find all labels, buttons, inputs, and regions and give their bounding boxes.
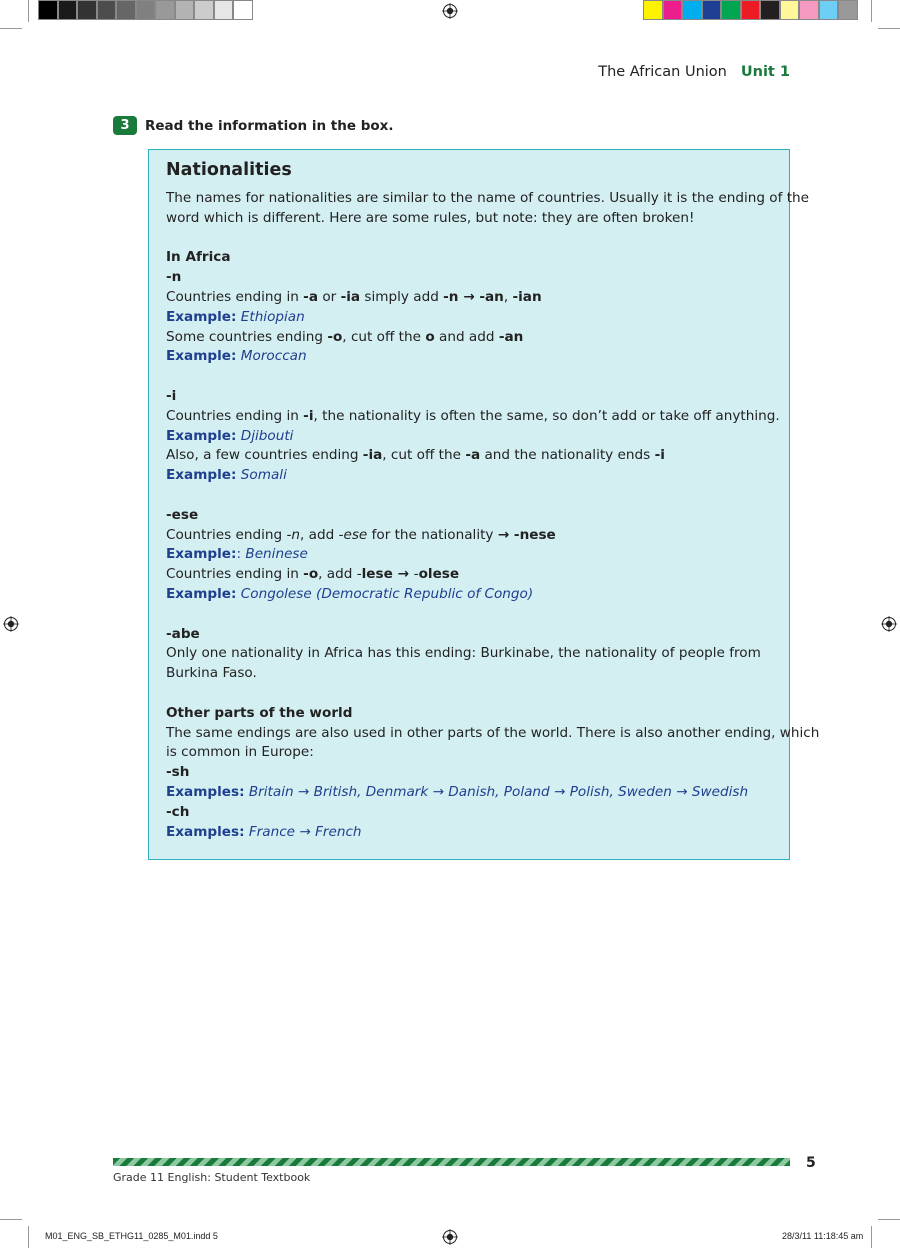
color-swatch bbox=[77, 0, 97, 20]
color-swatch bbox=[175, 0, 195, 20]
unit-label: Unit 1 bbox=[740, 64, 790, 80]
crop-mark bbox=[871, 1226, 872, 1248]
crop-mark bbox=[28, 1226, 29, 1248]
color-swatch bbox=[682, 0, 702, 20]
crop-mark bbox=[0, 28, 22, 29]
example-line: Examples: France → French bbox=[166, 823, 362, 840]
example-line: Example: Djibouti bbox=[166, 427, 294, 444]
color-swatch bbox=[838, 0, 858, 20]
rule-line: Countries ending in -i, the nationality is often the same, so don’t add or take off anything. bbox=[166, 407, 780, 424]
crop-mark bbox=[878, 28, 900, 29]
date-slug: 28/3/11 11:18:45 am bbox=[782, 1231, 864, 1241]
example-line: Examples: Britain → British, Denmark → Danish, Poland → Polish, Sweden → Swedish bbox=[166, 783, 749, 800]
book-title: Grade 11 English: Student Textbook bbox=[113, 1171, 311, 1184]
example-line: Example:: Beninese bbox=[166, 546, 308, 563]
rule-line: is common in Europe: bbox=[166, 744, 314, 761]
nationalities-info-box bbox=[148, 149, 820, 860]
file-slug: M01_ENG_SB_ETHG11_0285_M01.indd 5 bbox=[45, 1231, 218, 1241]
rule-heading-ch: -ch bbox=[166, 803, 190, 820]
footer-stripe bbox=[113, 1158, 790, 1166]
color-swatch bbox=[741, 0, 761, 20]
spacer bbox=[166, 486, 772, 506]
crop-mark bbox=[28, 0, 29, 22]
example-line: Example: Somali bbox=[166, 467, 287, 484]
rule-heading-sh: -sh bbox=[166, 764, 190, 781]
box-title: Nationalities bbox=[166, 160, 292, 180]
example-line: Example: Congolese (Democratic Republic of Congo) bbox=[166, 585, 534, 602]
grayscale-color-bar bbox=[38, 0, 253, 20]
rule-line: Countries ending in -a or -ia simply add -n → -an, -ian bbox=[166, 288, 542, 305]
color-swatch bbox=[819, 0, 839, 20]
chapter-title: The African Union bbox=[598, 64, 727, 80]
color-swatch bbox=[194, 0, 214, 20]
color-swatch bbox=[116, 0, 136, 20]
spacer bbox=[166, 229, 772, 249]
exercise-instruction bbox=[113, 116, 393, 135]
rule-line: The same endings are also used in other parts of the world. There is also another ending, which bbox=[166, 724, 820, 741]
rule-line: Burkina Faso. bbox=[166, 665, 257, 682]
rule-line: Countries ending -n, add -ese for the nationality → -nese bbox=[166, 526, 556, 543]
process-color-bar bbox=[643, 0, 858, 20]
color-swatch bbox=[702, 0, 722, 20]
instruction-text: Read the information in the box. bbox=[145, 117, 394, 134]
color-swatch bbox=[38, 0, 58, 20]
rule-heading-ese: -ese bbox=[166, 506, 199, 523]
color-swatch bbox=[136, 0, 156, 20]
rule-heading-n: -n bbox=[166, 269, 182, 286]
color-swatch bbox=[760, 0, 780, 20]
color-swatch bbox=[233, 0, 253, 20]
color-swatch bbox=[799, 0, 819, 20]
example-line: Example: Moroccan bbox=[166, 348, 307, 365]
example-line: Example: Ethiopian bbox=[166, 308, 305, 325]
color-swatch bbox=[214, 0, 234, 20]
registration-mark-icon bbox=[881, 616, 897, 632]
color-swatch bbox=[780, 0, 800, 20]
registration-mark-icon bbox=[442, 3, 458, 19]
spacer bbox=[166, 605, 772, 625]
intro-line: The names for nationalities are similar to the name of countries. Usually it is the ending of the bbox=[166, 190, 810, 206]
color-swatch bbox=[97, 0, 117, 20]
exercise-number-badge: 3 bbox=[113, 116, 137, 135]
section-heading-other: Other parts of the world bbox=[166, 704, 353, 721]
spacer bbox=[166, 684, 772, 704]
rule-line: Countries ending in -o, add -lese → -olese bbox=[166, 566, 460, 583]
registration-mark-icon bbox=[3, 616, 19, 632]
crop-mark bbox=[878, 1219, 900, 1220]
rule-line: Also, a few countries ending -ia, cut off the -a and the nationality ends -i bbox=[166, 447, 665, 464]
page-number: 5 bbox=[806, 1155, 816, 1171]
crop-mark bbox=[0, 1219, 22, 1220]
section-heading-in-africa: In Africa bbox=[166, 249, 231, 266]
intro-line: word which is different. Here are some rules, but note: they are often broken! bbox=[166, 209, 695, 226]
registration-mark-icon bbox=[442, 1229, 458, 1245]
color-swatch bbox=[58, 0, 78, 20]
rule-line: Some countries ending -o, cut off the o and add -an bbox=[166, 328, 524, 345]
color-swatch bbox=[721, 0, 741, 20]
crop-mark bbox=[871, 0, 872, 22]
color-swatch bbox=[663, 0, 683, 20]
spacer bbox=[166, 367, 772, 387]
rule-heading-abe: -abe bbox=[166, 625, 200, 642]
running-header bbox=[598, 64, 790, 80]
color-swatch bbox=[643, 0, 663, 20]
rule-heading-i: -i bbox=[166, 387, 177, 404]
color-swatch bbox=[155, 0, 175, 20]
rule-line: Only one nationality in Africa has this ending: Burkinabe, the nationality of people from bbox=[166, 645, 761, 662]
